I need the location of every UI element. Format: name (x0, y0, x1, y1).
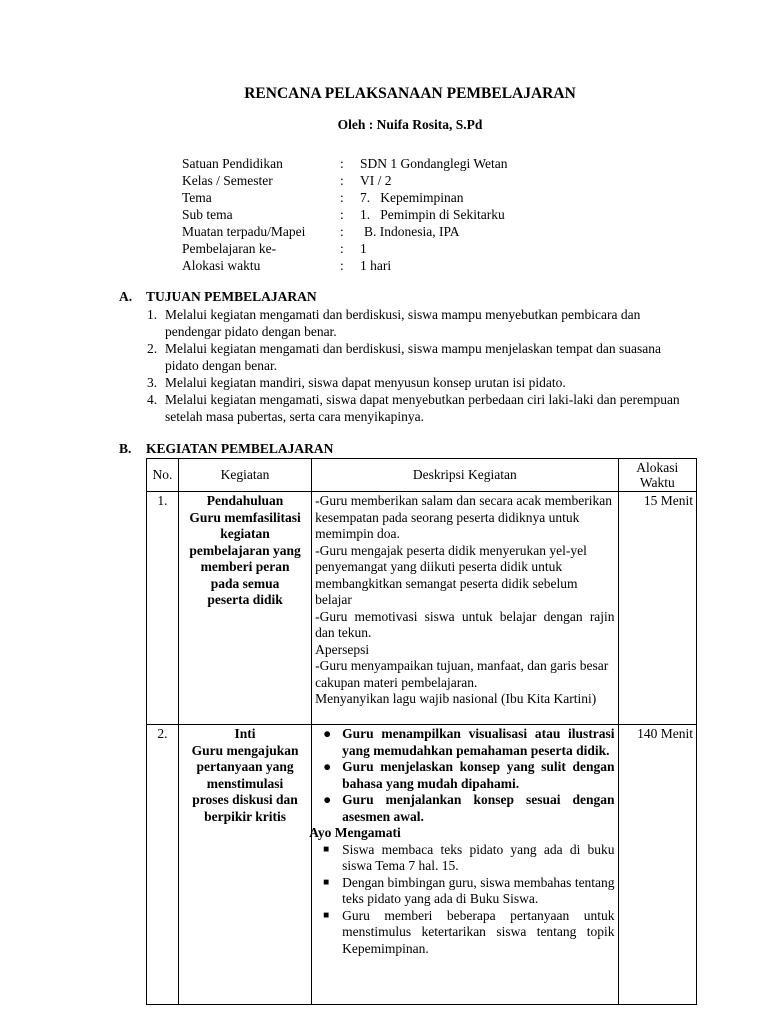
goal-text: Melalui kegiatan mengamati dan berdiskusi, siswa mampu menyebutkan pembicara dan pendengar pidato dengan benar. (165, 307, 641, 339)
observe-point (315, 908, 614, 958)
goals-list (147, 306, 687, 425)
header-alokasi (618, 459, 696, 492)
goal-number: 4. (147, 392, 158, 407)
header-deskripsi: Deskripsi Kegiatan (312, 459, 618, 492)
observe-point (315, 875, 614, 908)
bullet-square-icon: ■ (323, 876, 330, 888)
header-alokasi-line: Alokasi (636, 460, 679, 475)
teacher-points-list (315, 726, 614, 825)
identity-label: Tema (182, 190, 212, 205)
description-paragraph: -Guru menyampaikan tujuan, manfaat, dan garis besar cakupan materi pembelajaran. (315, 658, 609, 690)
identity-value: VI / 2 (360, 173, 392, 188)
activity-line: menstimulasi (206, 775, 284, 791)
row-number: 2. (147, 725, 179, 1005)
identity-label: Satuan Pendidikan (182, 156, 283, 171)
identity-label: Muatan terpadu/Mapei (182, 224, 306, 239)
description-paragraph: -Guru memberikan salam dan secara acak memberikan kesempatan pada seorang peserta didiknya untuk memimpin doa. (315, 493, 612, 541)
identity-value: 1 hari (360, 258, 392, 273)
bullet-square-icon: ■ (323, 909, 330, 921)
activity-name (178, 725, 311, 1005)
identity-colon: : (340, 258, 344, 273)
identity-colon: : (340, 241, 344, 256)
header-kegiatan: Kegiatan (178, 459, 311, 492)
activity-line: pada semua (210, 575, 280, 591)
bullet-dot-icon: ● (323, 726, 332, 741)
activity-line: memberi peran (200, 559, 290, 574)
observe-heading: Ayo Mengamati (309, 825, 401, 840)
activity-line: Inti (234, 726, 256, 741)
identity-colon: : (340, 190, 344, 205)
activity-line: berpikir kritis (204, 808, 286, 824)
identity-label: Pembelajaran ke- (182, 241, 277, 256)
identity-colon: : (340, 207, 344, 222)
activity-line: Pendahuluan (206, 493, 284, 508)
goal-item (147, 306, 687, 340)
identity-label: Kelas / Semester (182, 173, 273, 188)
bullet-square-icon: ■ (323, 843, 330, 855)
teacher-point-text: Guru menjalankan konsep sesuai dengan asesmen awal. (342, 792, 615, 824)
bullet-dot-icon: ● (323, 792, 332, 807)
goal-text: Melalui kegiatan mandiri, siswa dapat menyusun konsep urutan isi pidato. (165, 375, 566, 390)
teacher-point-text: Guru menampilkan visualisasi atau ilustrasi yang memudahkan pemahaman peserta didik. (342, 726, 615, 758)
time-allocation: 15 Menit (618, 492, 696, 725)
teacher-point (315, 726, 614, 759)
activity-table (146, 458, 697, 1005)
table-row (147, 725, 697, 1005)
goal-number: 2. (147, 341, 158, 356)
table-header-row (147, 459, 697, 492)
header-no: No. (147, 459, 179, 492)
observe-point-text: Dengan bimbingan guru, siswa membahas tentang teks pidato yang ada di Buku Siswa. (342, 874, 615, 906)
activity-description (312, 492, 618, 725)
activity-line: Guru memfasilitasi (189, 509, 301, 525)
activity-line: kegiatan (220, 526, 270, 541)
identity-value: 1 (360, 241, 367, 256)
activity-name (178, 492, 311, 725)
goal-number: 3. (147, 375, 158, 390)
activity-description (309, 725, 618, 1005)
activity-line: pembelajaran yang (189, 542, 301, 558)
description-paragraph: -Guru mengajak peserta didik menyerukan yel-yel penyemangat yang diikuti peserta didik untuk membangkitkan semangat peserta didik sebelum belajar (315, 542, 587, 607)
header-alokasi-line: Waktu (639, 475, 675, 490)
identity-label: Alokasi waktu (182, 258, 261, 273)
activity-line: Guru mengajukan (191, 742, 299, 758)
identity-label: Sub tema (182, 207, 233, 222)
identity-colon: : (340, 224, 344, 239)
section-b-letter: B. (119, 441, 132, 456)
section-b-title: KEGIATAN PEMBELAJARAN (146, 441, 334, 456)
goal-item (147, 340, 687, 374)
identity-colon: : (340, 173, 344, 188)
bullet-dot-icon: ● (323, 759, 332, 774)
identity-value: B. Indonesia, IPA (364, 224, 460, 239)
teacher-point (315, 759, 614, 792)
teacher-point-text: Guru menjelaskan konsep yang sulit dengan bahasa yang mudah dipahami. (342, 759, 615, 791)
table-row (147, 492, 697, 725)
activity-line: pertanyaan yang (196, 759, 294, 774)
section-b-heading (119, 441, 333, 457)
time-allocation: 140 Menit (618, 725, 696, 1005)
identity-value: SDN 1 Gondanglegi Wetan (360, 156, 508, 171)
observe-point (315, 842, 614, 875)
observe-point-text: Siswa membaca teks pidato yang ada di buku siswa Tema 7 hal. 15. (342, 841, 615, 873)
goal-text: Melalui kegiatan mengamati, siswa dapat menyebutkan perbedaan ciri laki-laki dan perempuan setelah masa pubertas, serta cara menyikapinya. (165, 392, 680, 424)
section-a-title: TUJUAN PEMBELAJARAN (146, 289, 317, 304)
identity-colon: : (340, 156, 344, 171)
description-paragraph: Apersepsi (315, 641, 370, 657)
description-paragraph: Menyanyikan lagu wajib nasional (Ibu Kita Kartini) (315, 691, 597, 706)
document-title: RENCANA PELAKSANAAN PEMBELAJARAN (244, 85, 576, 102)
identity-value: 7. Kepemimpinan (360, 190, 464, 205)
observe-point-text: Guru memberi beberapa pertanyaan untuk menstimulus ketertarikan siswa tentang topik Kepemimpinan. (342, 907, 615, 956)
row-number: 1. (147, 492, 179, 725)
activity-line: peserta didik (207, 592, 283, 607)
author-line: Oleh : Nuifa Rosita, S.Pd (337, 117, 483, 132)
goal-item (147, 374, 687, 391)
section-a-heading (119, 289, 317, 305)
goal-number: 1. (147, 307, 158, 322)
observe-points-list (315, 842, 614, 958)
goal-text: Melalui kegiatan mengamati dan berdiskusi, siswa mampu menjelaskan tempat dan suasana pidato dengan benar. (165, 341, 661, 373)
goal-item (147, 391, 687, 425)
activity-line: proses diskusi dan (192, 792, 298, 807)
section-a-letter: A. (119, 289, 133, 304)
identity-value: 1. Pemimpin di Sekitarku (360, 207, 505, 222)
teacher-point (315, 792, 614, 825)
description-paragraph: -Guru memotivasi siswa untuk belajar dengan rajin dan tekun. (315, 608, 615, 640)
